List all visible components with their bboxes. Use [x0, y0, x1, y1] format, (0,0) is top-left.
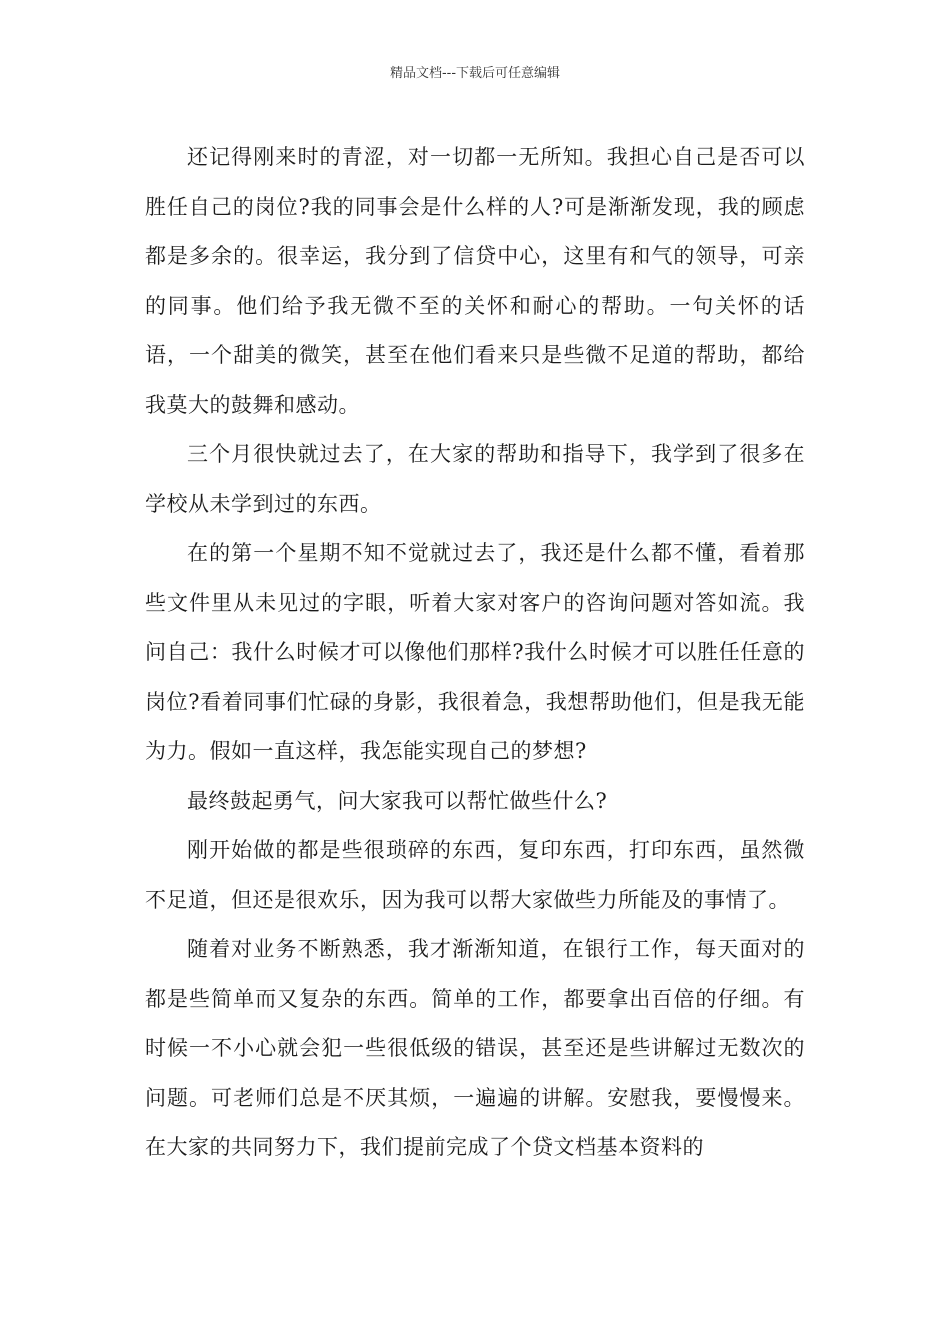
- paragraph-2: 三个月很快就过去了，在大家的帮助和指导下，我学到了很多在学校从未学到过的东西。: [145, 442, 805, 516]
- paragraph-1: 还记得刚来时的青涩，对一切都一无所知。我担心自己是否可以胜任自己的岗位?我的同事会是什么样的人?可是渐渐发现，我的顾虑都是多余的。很幸运，我分到了信贷中心，这里有和气的领导，可亲的同事。他们给予我无微不至的关怀和耐心的帮助。一句关怀的话语，一个甜美的微笑，甚至在他们看来只是些微不足道的帮助，都给我莫大的鼓舞和感动。: [145, 145, 805, 417]
- document-body: [145, 133, 805, 1173]
- page-header: 精品文档---下载后可任意编辑: [389, 66, 561, 81]
- paragraph-6: 随着对业务不断熟悉，我才渐渐知道，在银行工作，每天面对的都是些简单而又复杂的东西。简单的工作，都要拿出百倍的仔细。有时候一不小心就会犯一些很低级的错误，甚至还是些讲解过无数次的问题。可老师们总是不厌其烦，一遍遍的讲解。安慰我，要慢慢来。在大家的共同努力下，我们提前完成了个贷文档基本资料的: [145, 937, 805, 1159]
- paragraph-4: 最终鼓起勇气，问大家我可以帮忙做些什么?: [187, 788, 608, 813]
- paragraph-3: 在的第一个星期不知不觉就过去了，我还是什么都不懂，看着那些文件里从未见过的字眼，听着大家对客户的咨询问题对答如流。我问自己：我什么时候才可以像他们那样?我什么时候才可以胜任任意的岗位?看着同事们忙碌的身影，我很着急，我想帮助他们，但是我无能为力。假如一直这样，我怎能实现自己的梦想?: [145, 541, 805, 763]
- paragraph-5: 刚开始做的都是些很琐碎的东西，复印东西，打印东西，虽然微不足道，但还是很欢乐，因为我可以帮大家做些力所能及的事情了。: [145, 838, 805, 912]
